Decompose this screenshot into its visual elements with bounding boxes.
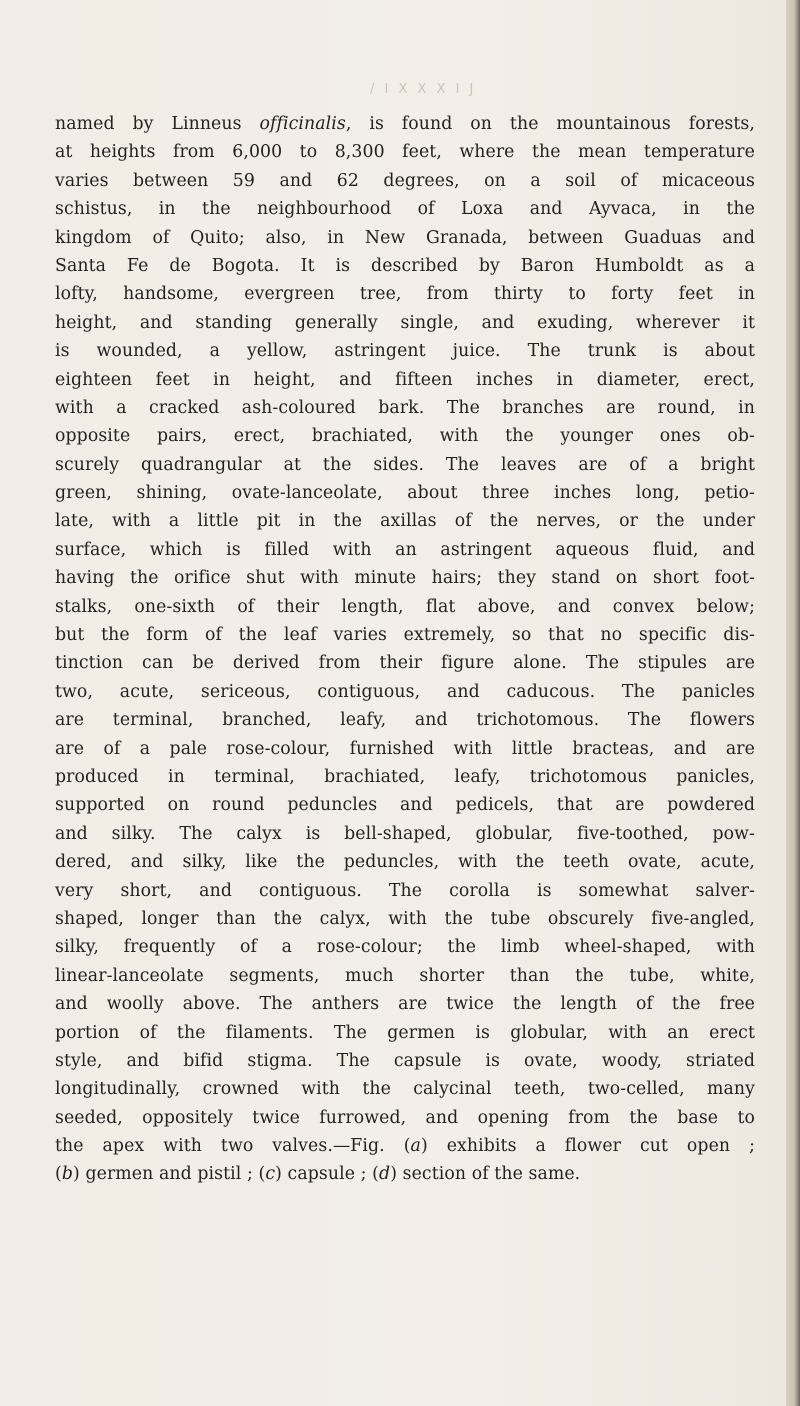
text-line: are of a pale rose-colour, furnished with little bracteas, and are [55,738,755,759]
text-line: linear-lanceolate segments, much shorter than the tube, white, [55,965,755,986]
text-line: dered, and silky, like the peduncles, with the teeth ovate, acute, [55,852,755,873]
text-line: the apex with two valves.—Fig. (a) exhibits a flower cut open ; [55,1136,755,1157]
text-line: named by Linneus officinalis, is found on the mountainous forests, [55,114,755,134]
text-line: having the orifice shut with minute hairs; they stand on short foot- [55,568,755,589]
text-line: shaped, longer than the calyx, with the tube obscurely five-angled, [55,908,755,929]
text-line: schistus, in the neighbourhood of Loxa and Ayvaca, in the [55,199,755,220]
text-line: Santa Fe de Bogota. It is described by Baron Humboldt as a [55,255,755,276]
text-line: green, shining, ovate-lanceolate, about three inches long, petio- [55,483,755,504]
text-line: seeded, oppositely twice furrowed, and opening from the base to [55,1107,755,1128]
text-line: is wounded, a yellow, astringent juice. The trunk is about [55,341,755,362]
text-line: are terminal, branched, leafy, and trichotomous. The flowers [55,710,755,731]
text-line: and woolly above. The anthers are twice the length of the free [55,994,755,1015]
text-line: very short, and contiguous. The corolla is somewhat salver- [55,880,755,901]
text-line: tinction can be derived from their figure alone. The stipules are [55,653,755,674]
text-line: and silky. The calyx is bell-shaped, globular, five-toothed, pow- [55,823,755,844]
text-line: eighteen feet in height, and fifteen inches in diameter, erect, [55,369,755,390]
page-edge [786,0,800,1406]
body-text [55,110,755,1189]
text-line: longitudinally, crowned with the calycinal teeth, two-celled, many [55,1079,755,1100]
text-line: height, and standing generally single, and exuding, wherever it [55,312,755,333]
text-line: surface, which is filled with an astringent aqueous fluid, and [55,539,755,560]
text-line: but the form of the leaf varies extremely, so that no specific dis- [55,625,755,646]
text-line: supported on round peduncles and pedicels, that are powdered [55,795,755,816]
text-line: style, and bifid stigma. The capsule is ovate, woody, striated [55,1050,755,1071]
text-line: portion of the filaments. The germen is globular, with an erect [55,1022,755,1043]
text-line: (b) germen and pistil ; (c) capsule ; (d) section of the same. [55,1164,581,1185]
text-line: varies between 59 and 62 degrees, on a soil of micaceous [55,170,755,191]
text-line: late, with a little pit in the axillas of the nerves, or the under [55,511,755,532]
faded-page-header: / I X X X I J [370,82,477,97]
text-line: opposite pairs, erect, brachiated, with the younger ones ob- [55,426,755,447]
text-line: with a cracked ash-coloured bark. The branches are round, in [55,397,755,418]
text-line: lofty, handsome, evergreen tree, from thirty to forty feet in [55,284,755,305]
text-line: scurely quadrangular at the sides. The leaves are of a bright [55,454,755,475]
text-line: silky, frequently of a rose-colour; the limb wheel-shaped, with [55,937,755,958]
text-line: two, acute, sericeous, contiguous, and caducous. The panicles [55,681,755,702]
text-line: stalks, one-sixth of their length, flat above, and convex below; [55,596,755,617]
text-line: kingdom of Quito; also, in New Granada, between Guaduas and [55,227,755,248]
text-line: at heights from 6,000 to 8,300 feet, where the mean temperature [55,142,755,163]
text-line: produced in terminal, brachiated, leafy, trichotomous panicles, [55,766,755,787]
